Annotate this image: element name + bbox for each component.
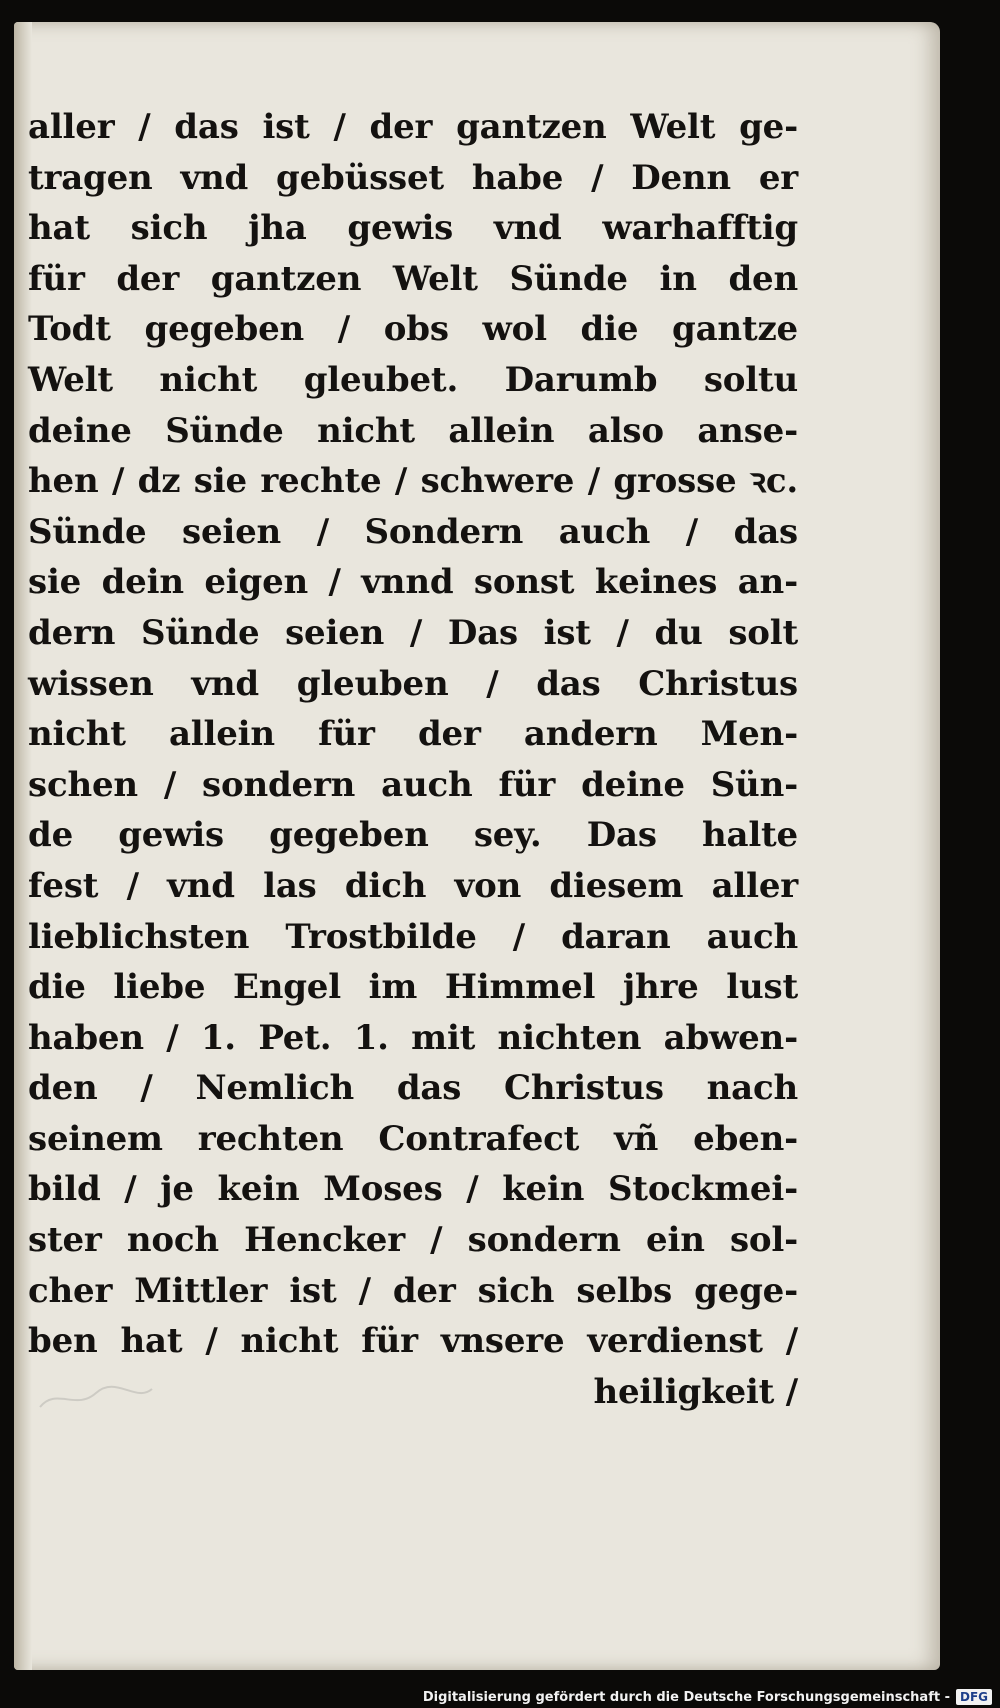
text-line: tragen vnd gebüsset habe / Denn er <box>28 157 798 198</box>
text-line: cher Mittler ist / der sich selbs gege- <box>28 1270 798 1311</box>
text-line: Todt gegeben / obs wol die gantze <box>28 309 798 350</box>
text-line: Welt nicht gleubet. Darumb soltu <box>28 359 798 400</box>
text-line: seinem rechten Contrafect vñ eben- <box>28 1118 798 1159</box>
text-line: haben / 1. Pet. 1. mit nichten abwen- <box>28 1017 798 1058</box>
text-line: den / Nemlich das Christus nach <box>28 1068 798 1109</box>
text-line: ben hat / nicht für vnsere verdienst / <box>28 1321 798 1362</box>
text-line: lieblichsten Trostbilde / daran auch <box>28 916 798 957</box>
text-line: dern Sünde seien / Das ist / du solt <box>28 612 798 653</box>
text-line: wissen vnd gleuben / das Christus <box>28 663 798 704</box>
pencil-mark <box>36 1377 156 1417</box>
text-line: schen / sondern auch für deine Sün- <box>28 764 798 805</box>
dfg-logo: DFG <box>956 1689 992 1705</box>
text-line: hat sich jha gewis vnd warhafftig <box>28 208 798 249</box>
text-line: die liebe Engel im Himmel jhre lust <box>28 967 798 1008</box>
text-line: de gewis gegeben sey. Das halte <box>28 815 798 856</box>
text-line: bild / je kein Moses / kein Stockmei- <box>28 1169 798 1210</box>
text-line: hen / dz sie rechte / schwere / grosse ꝛc. <box>28 461 798 502</box>
text-line: Sünde seien / Sondern auch / das <box>28 511 798 552</box>
catchword: heiligkeit / <box>593 1371 798 1412</box>
footer-text: Digitalisierung gefördert durch die Deutsche Forschungsgemeinschaft - <box>422 1689 950 1705</box>
book-page <box>14 22 940 1670</box>
text-line: deine Sünde nicht allein also anse- <box>28 410 798 451</box>
text-line: nicht allein für der andern Men- <box>28 714 798 755</box>
text-line: aller / das ist / der gantzen Welt ge- <box>28 107 798 147</box>
text-line: für der gantzen Welt Sünde in den <box>28 258 798 299</box>
text-line: ster noch Hencker / sondern ein sol- <box>28 1220 798 1261</box>
page-text <box>28 102 798 1417</box>
digitization-footer <box>423 1689 992 1705</box>
text-line: fest / vnd las dich von diesem aller <box>28 865 798 906</box>
text-line: sie dein eigen / vnnd sonst keines an- <box>28 562 798 603</box>
